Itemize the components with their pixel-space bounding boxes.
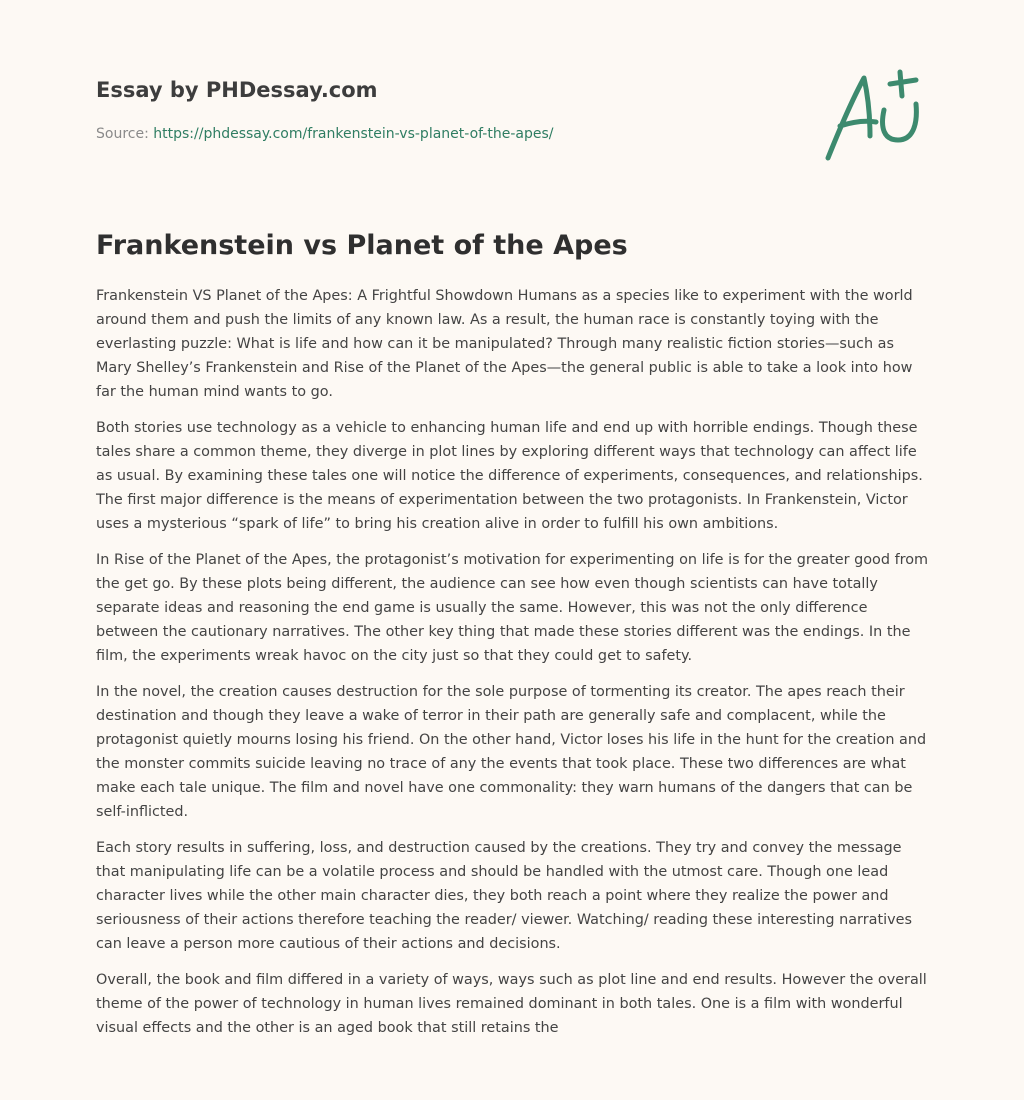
paragraph: Frankenstein VS Planet of the Apes: A Frightful Showdown Humans as a species like to experiment with the world around them and push the limits of any known law. As a result, the human race is constantly toying with the everlasting puzzle: What is life and how can it be manipulated? Through many realistic fiction stories—such as Mary Shelley’s Frankenstein and Rise of the Planet of the Apes—the general public is able to take a look into how far the human mind wants to go.: [96, 288, 913, 400]
article-title: Frankenstein vs Planet of the Apes: [96, 230, 628, 261]
paragraph: In the novel, the creation causes destruction for the sole purpose of tormenting its creator. The apes reach their destination and though they leave a wake of terror in their path are generally safe and complacent, while the protagonist quietly mourns losing his friend. On the other hand, Victor loses his life in the hunt for the creation and the monster commits suicide leaving no trace of any the events that took place. These two differences are what make each tale unique. The film and novel have one commonality: they warn humans of the dangers that can be self-inflicted.: [96, 684, 927, 820]
source-line: [96, 122, 796, 146]
page-header: [96, 72, 796, 146]
paragraph: Both stories use technology as a vehicle to enhancing human life and end up with horrible endings. Though these tales share a common theme, they diverge in plot lines by exploring different ways that technology can affect life as usual. By examining these tales one will notice the difference of experiments, consequences, and relationships. The first major difference is the means of experimentation between the two protagonists. In Frankenstein, Victor uses a mysterious “spark of life” to bring his creation alive in order to fulfill his own ambitions.: [96, 420, 923, 532]
source-label: Source:: [96, 126, 154, 142]
a-plus-logo-icon: [818, 66, 930, 166]
site-brand: Essay by PHDessay.com: [96, 78, 378, 102]
source-link[interactable]: https://phdessay.com/frankenstein-vs-planet-of-the-apes/: [153, 126, 554, 142]
paragraph: In Rise of the Planet of the Apes, the protagonist’s motivation for experimenting on life is for the greater good from the get go. By these plots being different, the audience can see how even though scientists can have totally separate ideas and reasoning the end game is usually the same. However, this was not the only difference between the cautionary narratives. The other key thing that made these stories different was the endings. In the film, the experiments wreak havoc on the city just so that they could get to safety.: [96, 552, 929, 664]
paragraph: Overall, the book and film differed in a variety of ways, ways such as plot line and end results. However the overall theme of the power of technology in human lives remained dominant in both tales. One is a film with wonderful visual effects and the other is an aged book that still retains the: [96, 972, 927, 1036]
article-body: [96, 284, 932, 1052]
paragraph: Each story results in suffering, loss, and destruction caused by the creations. They try and convey the message that manipulating life can be a volatile process and should be handled with the utmost care. Though one lead character lives while the other main character dies, they both reach a point where they realize the power and seriousness of their actions therefore teaching the reader/ viewer. Watching/ reading these interesting narratives can leave a person more cautious of their actions and decisions.: [96, 840, 912, 952]
